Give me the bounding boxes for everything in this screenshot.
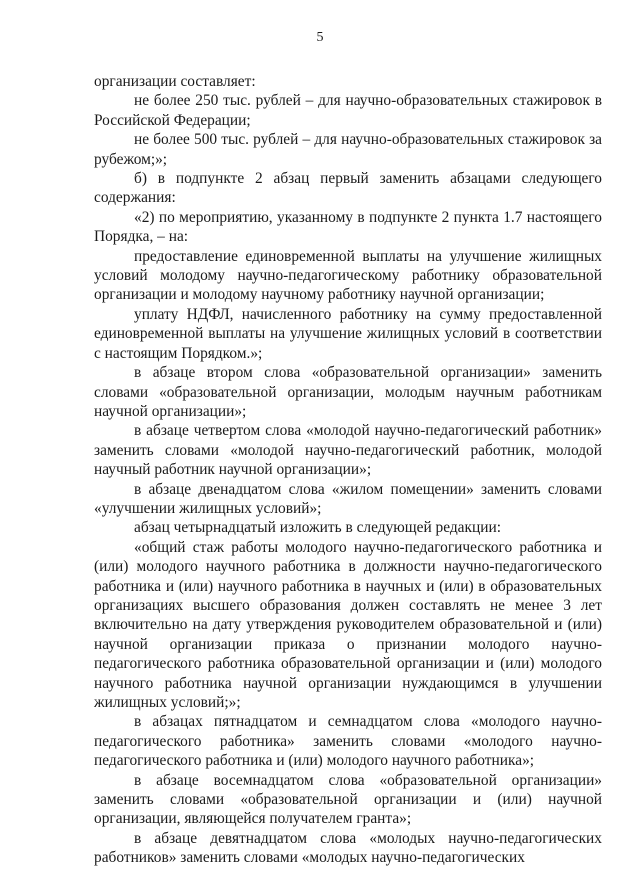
paragraph: в абзаце восемнадцатом слова «образовательной организации» заменить словами «образовательной организации и (или) научной организации, являющейся получателем гранта»; — [94, 771, 602, 828]
document-body — [94, 72, 602, 868]
paragraph: в абзаце втором слова «образовательной организации» заменить словами «образовательной организации, молодым научным работникам научной организации»; — [94, 364, 602, 420]
paragraph: в абзаце четвертом слова «молодой научно-педагогический работник» заменить словами «молодой научно-педагогический работник, молодой научный работник научной организации»; — [94, 422, 602, 479]
paragraph: б) в подпункте 2 абзац первый заменить абзацами следующего содержания: — [94, 170, 602, 207]
paragraph: уплату НДФЛ, начисленного работнику на сумму предоставленной единовременной выплаты на улучшение жилищных условий в соответствии с настоящим Порядком.»; — [94, 305, 602, 362]
page-number: 5 — [316, 30, 324, 45]
paragraph: в абзаце девятнадцатом слова «молодых научно-педагогических работников» заменить словами «молодых научно-педагогических — [94, 829, 602, 867]
paragraph: абзац четырнадцатый изложить в следующей редакции: — [134, 519, 501, 537]
paragraph: «общий стаж работы молодого научно-педагогического работника и (или) молодого научного работника в должности научно-педагогического работника и (или) научного работника в научных и (или) в образовательных организациях высшего образования должен составлять не менее 3 лет включительно на дату утверждения руководителем образовательной и (или) научной организации приказа о признании молодого научно-педагогического работника образовательной организации и (или) молодого научного работника научной организации нуждающимся в улучшении жилищных условий;»; — [94, 538, 602, 711]
paragraph: в абзацах пятнадцатом и семнадцатом слова «молодого научно-педагогического работника» заменить словами «молодого научно-педагогического работника и (или) молодого научного работника»; — [94, 713, 602, 770]
paragraph: предоставление единовременной выплаты на улучшение жилищных условий молодому научно-педагогическому работнику образовательной организации и молодому научному работнику научной организации; — [94, 247, 602, 304]
paragraph: не более 500 тыс. рублей – для научно-образовательных стажировок за рубежом;»; — [94, 131, 602, 168]
paragraph: не более 250 тыс. рублей – для научно-образовательных стажировок в Российской Федерации; — [94, 92, 602, 129]
paragraph: «2) по мероприятию, указанному в подпункте 2 пункта 1.7 настоящего Порядка, – на: — [94, 208, 602, 246]
paragraph: в абзаце двенадцатом слова «жилом помещении» заменить словами «улучшении жилищных условий»; — [94, 480, 602, 517]
paragraph: организации составляет: — [94, 73, 256, 90]
